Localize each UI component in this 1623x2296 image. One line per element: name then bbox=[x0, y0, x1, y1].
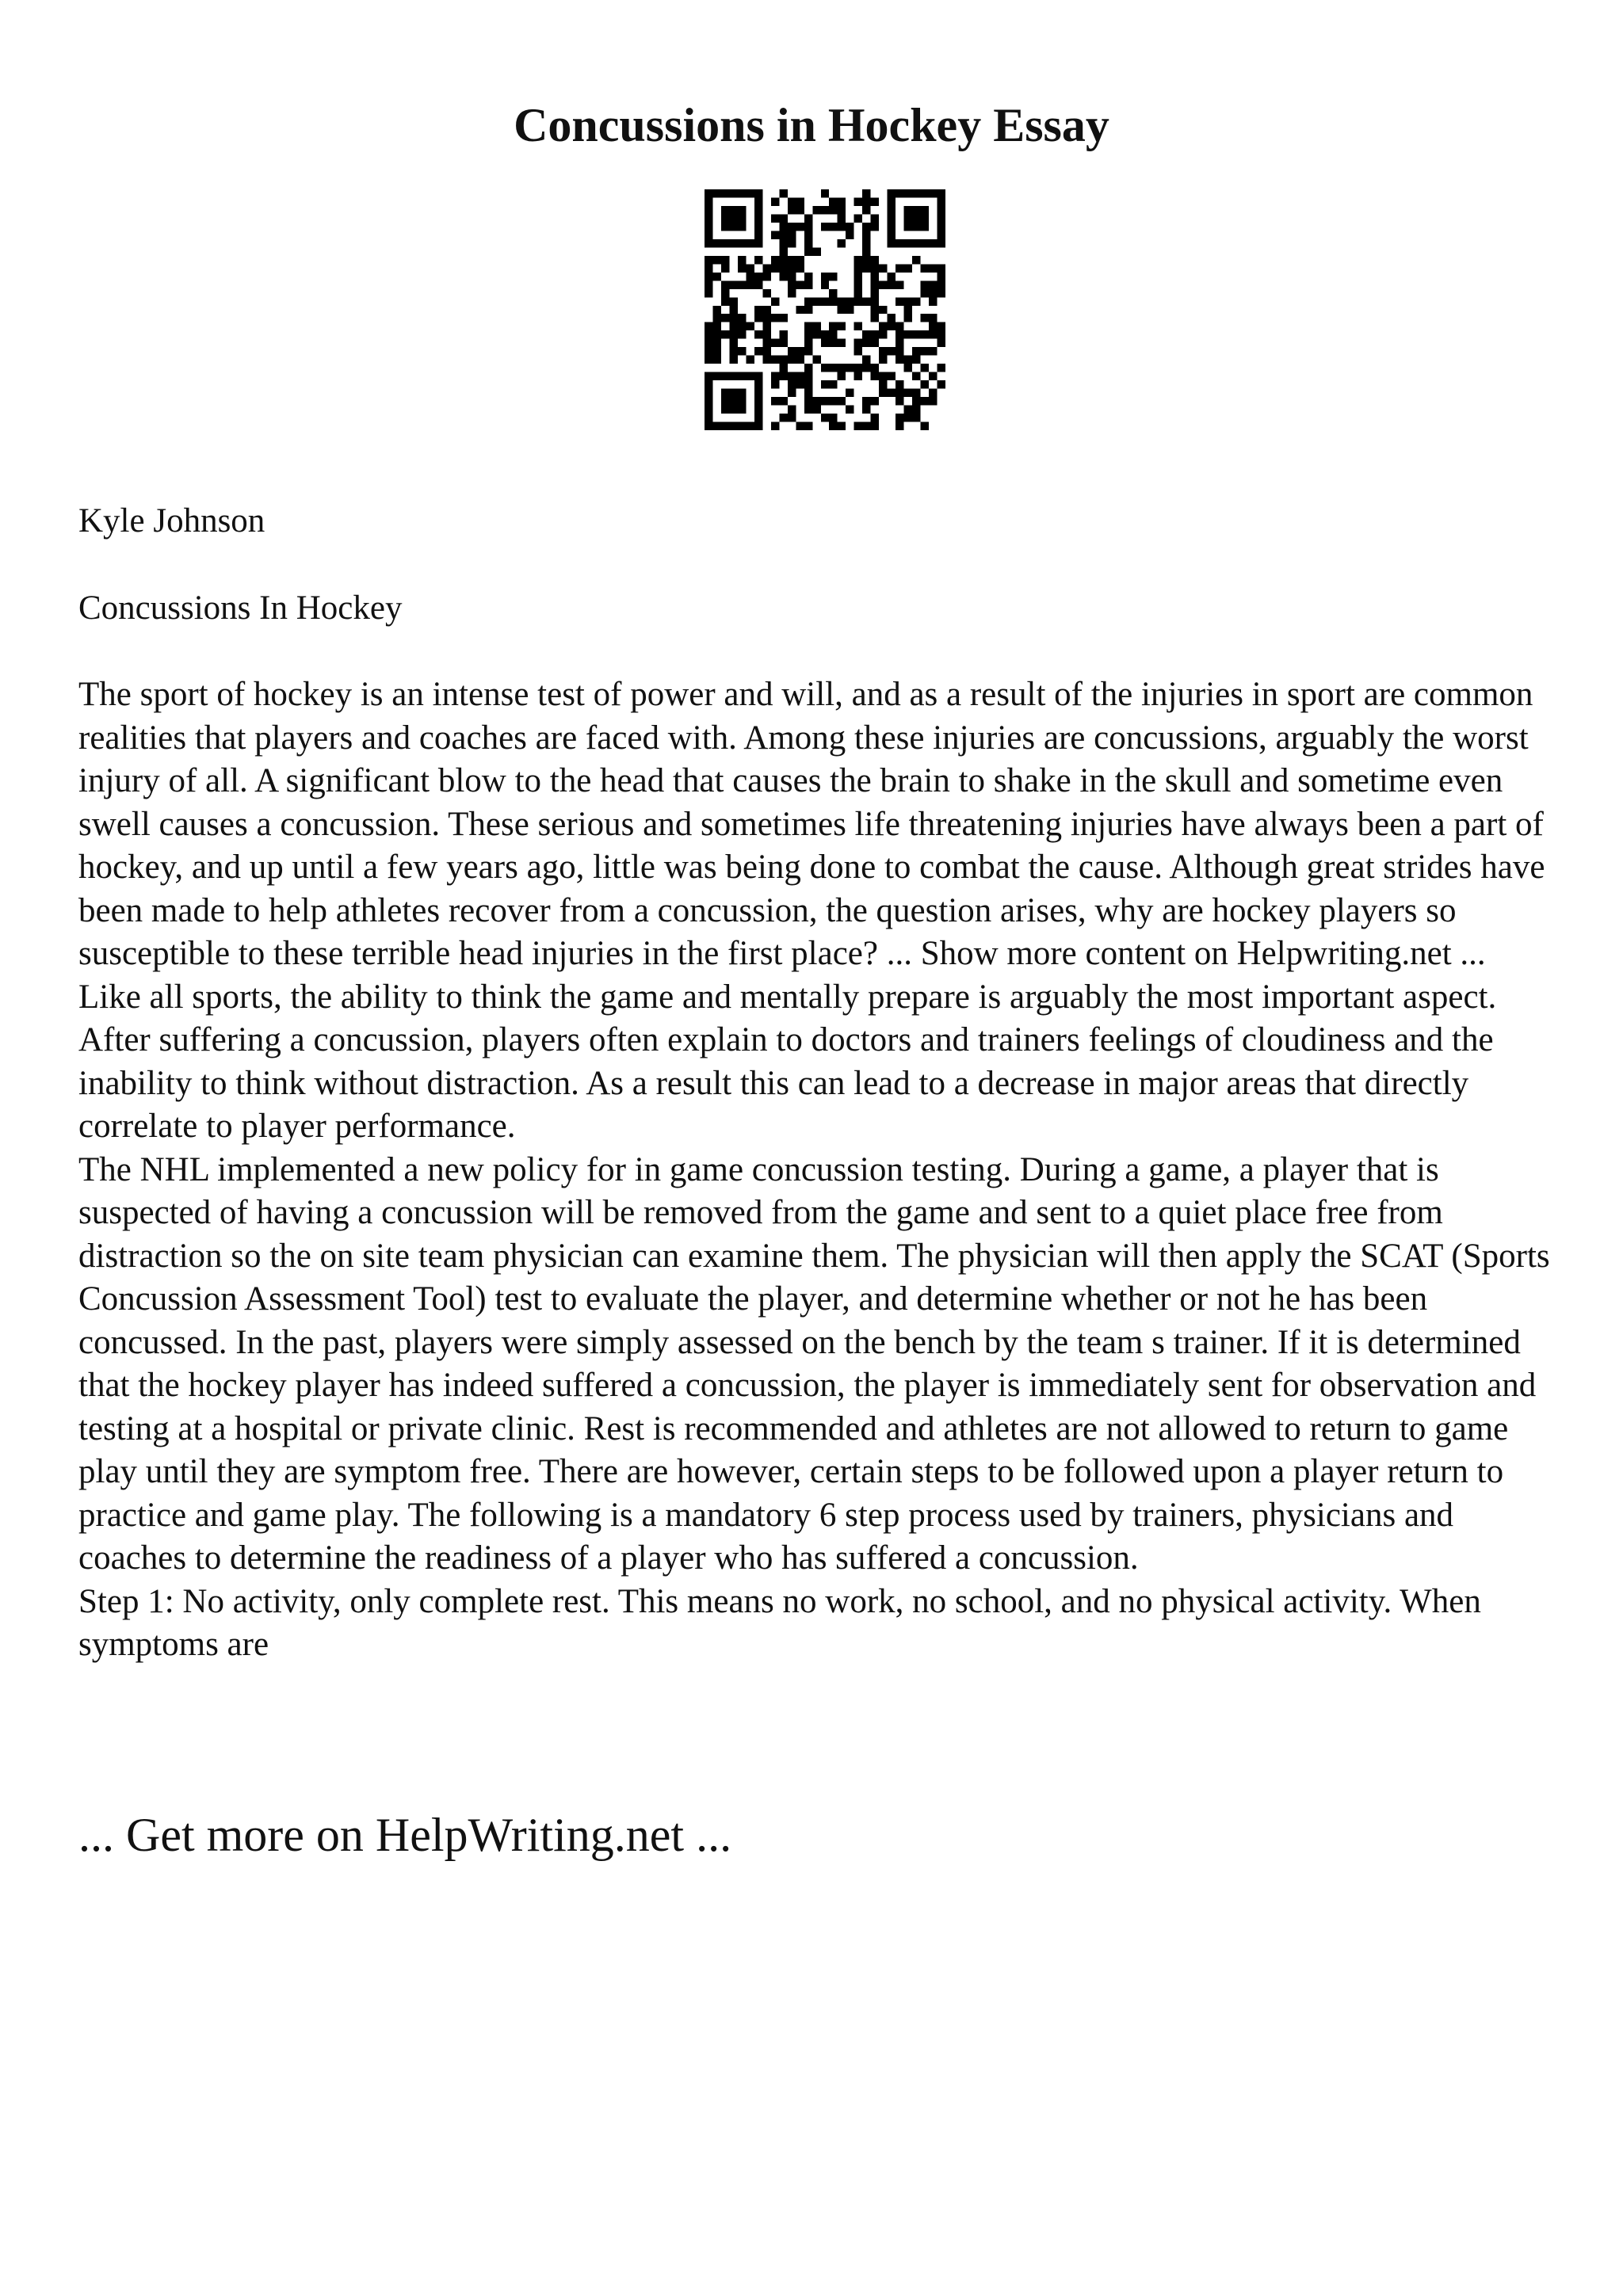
essay-body bbox=[78, 673, 1552, 1667]
qr-code-icon bbox=[705, 189, 945, 430]
paragraph-1: The sport of hockey is an intense test of power and will, and as a result of the injuries in sport are common realities that players and coaches are faced with. Among these injuries are concussions, arguably the worst injury of all. A significant blow to the head that causes the brain to shake in the skull and sometime even swell causes a concussion. These serious and sometimes life threatening injuries have always been a part of hockey, and up until a few years ago, little was being done to combat the cause. Although great strides have been made to help athletes recover from a concussion, the question arises, why are hockey players so susceptible to these terrible head injuries in the first place? ... Show more content on Helpwriting.net ... bbox=[78, 676, 1545, 972]
paragraph-4: Step 1: No activity, only complete rest. This means no work, no school, and no physical activity. When symptoms are bbox=[78, 1582, 1481, 1663]
document-title: Concussions in Hockey Essay bbox=[514, 99, 1109, 151]
paragraph-2: Like all sports, the ability to think the game and mentally prepare is arguably the most important aspect. After suffering a concussion, players often explain to doctors and trainers feelings of cloudiness and the inability to think without distraction. As a result this can lead to a decrease in major areas that directly correlate to player performance. bbox=[78, 978, 1497, 1145]
essay-subtitle: Concussions In Hockey bbox=[78, 589, 403, 627]
author-name: Kyle Johnson bbox=[78, 502, 265, 540]
get-more-link[interactable]: ... Get more on HelpWriting.net ... bbox=[78, 1809, 732, 1861]
paragraph-3: The NHL implemented a new policy for in game concussion testing. During a game, a player that is suspected of having a concussion will be removed from the game and sent to a quiet place free from distraction so the on site team physician can examine them. The physician will then apply the SCAT (Sports Concussion Assessment Tool) test to evaluate the player, and determine whether or not he has been concussed. In the past, players were simply assessed on the bench by the team s trainer. If it is determined that the hockey player has indeed suffered a concussion, the player is immediately sent for observation and testing at a hospital or private clinic. Rest is recommended and athletes are not allowed to return to game play until they are symptom free. There are however, certain steps to be followed upon a player return to practice and game play. The following is a mandatory 6 step process used by trainers, physicians and coaches to determine the readiness of a player who has suffered a concussion. bbox=[78, 1150, 1550, 1577]
